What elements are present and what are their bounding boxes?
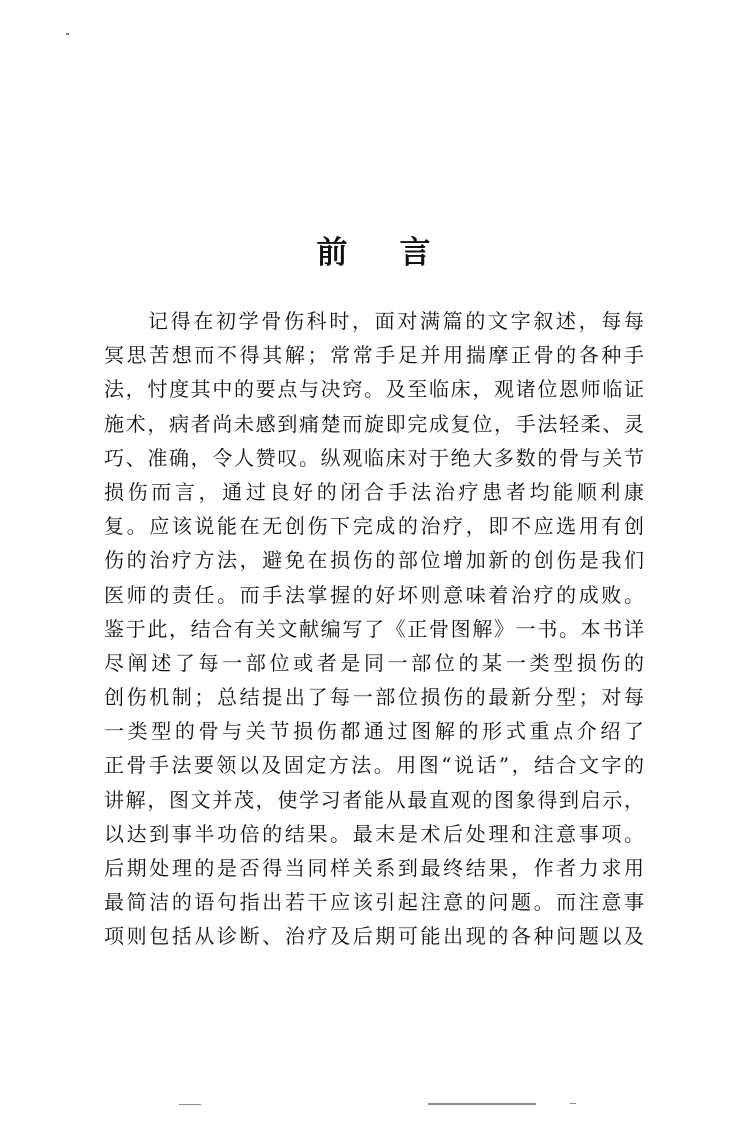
text-line: 以达到事半功倍的结果。最末是术后处理和注意事项。: [104, 821, 644, 846]
text-line: 冥思苦想而不得其解；常常手足并用揣摩正骨的各种手: [104, 343, 644, 368]
text-line: 记得在初学骨伤科时，面对满篇的文字叙述，每每: [148, 309, 644, 333]
title-char-1: 前: [316, 235, 348, 271]
text-line: 尽阐述了每一部位或者是同一部位的某一类型损伤的: [104, 650, 644, 675]
scan-artifact: [428, 1103, 536, 1105]
text-line: 鉴于此，结合有关文献编写了《正骨图解》一书。本书详: [104, 616, 644, 641]
scan-artifact: [570, 1103, 576, 1104]
text-line: 讲解，图文并茂，使学习者能从最直观的图象得到启示，: [104, 787, 644, 812]
text-line: 复。应该说能在无创伤下完成的治疗，即不应选用有创: [104, 514, 644, 539]
text-line: 创伤机制；总结提出了每一部位损伤的最新分型；对每: [104, 685, 644, 710]
text-line: 一类型的骨与关节损伤都通过图解的形式重点介绍了: [104, 719, 644, 744]
text-line: 最简洁的语句指出若干应该引起注意的问题。而注意事: [104, 890, 644, 915]
title-char-2: 言: [399, 235, 431, 271]
text-line: 后期处理的是否得当同样关系到最终结果，作者力求用: [104, 856, 644, 880]
text-line: 巧、准确，令人赞叹。纵观临床对于绝大多数的骨与关节: [104, 445, 644, 470]
text-line: 医师的责任。而手法掌握的好坏则意味着治疗的成败。: [104, 582, 644, 607]
text-line: 法，忖度其中的要点与决窍。及至临床，观诸位恩师临证: [104, 377, 644, 402]
scan-speck: [66, 33, 69, 35]
scan-artifact: [179, 1104, 201, 1105]
preface-paragraph: [104, 304, 644, 954]
text-line: 项则包括从诊断、治疗及后期可能出现的各种问题以及: [104, 924, 644, 949]
text-line: 伤的治疗方法，避免在损伤的部位增加新的创伤是我们: [104, 548, 644, 573]
text-line: 损伤而言，通过良好的闭合手法治疗患者均能顺利康: [104, 479, 644, 504]
page-title: [0, 232, 747, 274]
text-line: 施术，病者尚未感到痛楚而旋即完成复位，手法轻柔、灵: [104, 411, 644, 436]
text-line: 正骨手法要领以及固定方法。用图“说话”，结合文字的: [104, 753, 644, 778]
